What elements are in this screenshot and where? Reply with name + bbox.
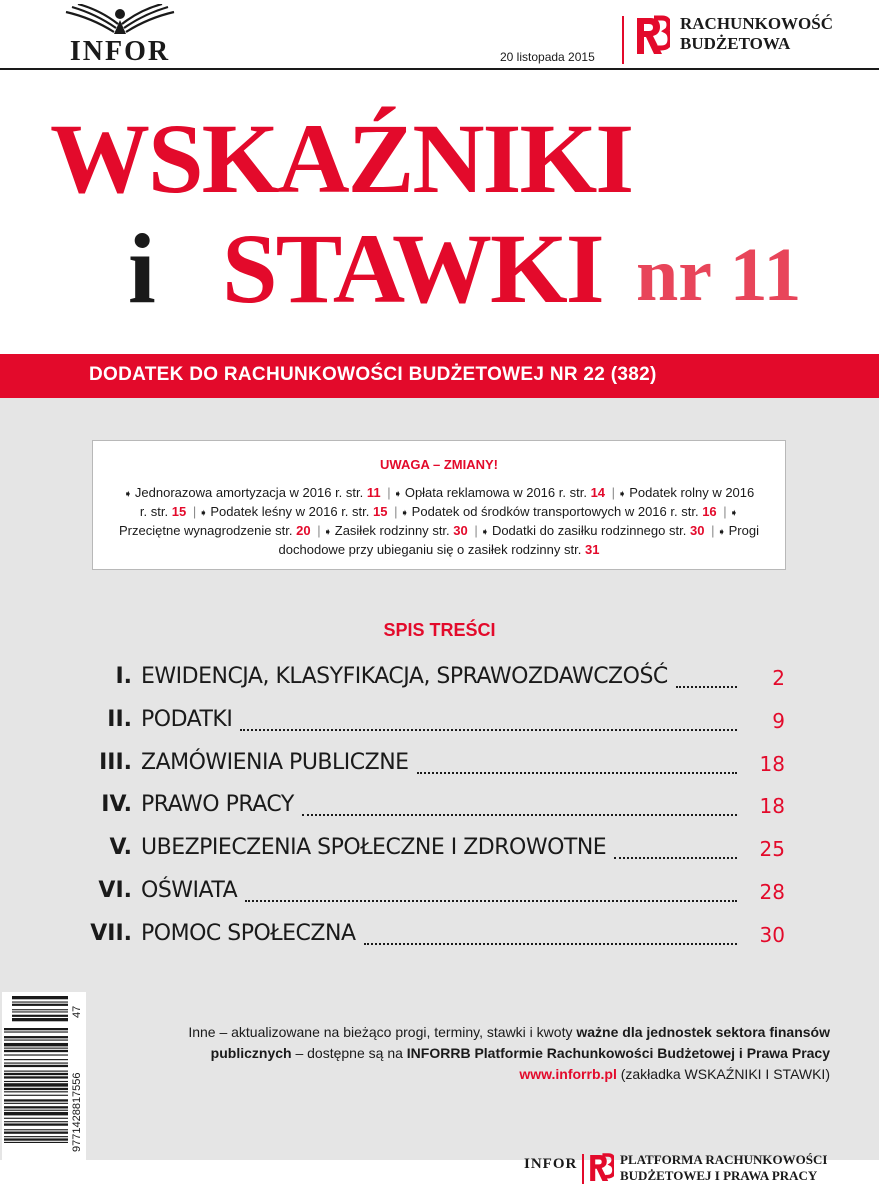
toc-leader-dots — [302, 814, 737, 816]
notice-item — [394, 485, 605, 500]
toc-row[interactable] — [0, 835, 879, 871]
barcode-bar — [4, 1142, 68, 1143]
arrow-right-icon: ➧ — [123, 489, 135, 500]
title-conjunction: i — [128, 213, 156, 324]
toc-number: V. — [109, 835, 132, 861]
toc-page-number: 30 — [759, 922, 785, 947]
changes-notice-title: UWAGA – ZMIANY! — [380, 457, 498, 472]
toc-number: II. — [107, 706, 132, 732]
toc-label: PRAWO PRACY — [141, 792, 294, 818]
toc-number: VII. — [90, 920, 132, 946]
toc-page-number: 28 — [759, 880, 785, 904]
notice-item-page: 31 — [584, 542, 600, 557]
barcode-bar — [4, 1063, 68, 1064]
footer-note — [120, 1022, 830, 1085]
barcode-addon-bar — [12, 1004, 68, 1006]
arrow-right-icon: ➧ — [199, 508, 211, 519]
rb-small-logo-icon — [588, 1152, 614, 1184]
toc-number: VI. — [98, 878, 132, 903]
barcode-bar — [4, 1106, 68, 1108]
toc-label: OŚWIATA — [141, 878, 238, 903]
footer-logos — [524, 1150, 828, 1186]
toc-row[interactable] — [0, 921, 879, 957]
arrow-right-icon: ➧ — [480, 527, 492, 538]
barcode-bar — [4, 1099, 68, 1101]
footer-text-1: Inne – aktualizowane na bieżąco progi, terminy, stawki i kwoty — [188, 1024, 577, 1040]
notice-separator: | — [474, 523, 478, 538]
rb-wordmark-line2: BUDŻETOWA — [680, 34, 791, 53]
rb-logo-icon — [634, 14, 670, 58]
rb-wordmark — [680, 14, 833, 54]
barcode-bar — [4, 1036, 68, 1038]
barcode-bar — [4, 1073, 68, 1075]
barcode-addon-bar — [12, 1018, 68, 1021]
platform-wordmark-line1: PLATFORMA RACHUNKOWOŚCI — [620, 1152, 828, 1167]
barcode-bar — [4, 1059, 68, 1060]
arrow-right-icon: ➧ — [717, 527, 729, 538]
barcode-addon: 47 — [71, 1005, 83, 1018]
barcode-bar — [4, 1088, 68, 1090]
barcode-bar — [4, 1028, 68, 1030]
infor-small-wordmark: INFOR — [524, 1156, 578, 1172]
toc-number: I. — [115, 664, 132, 689]
notice-item-str: str. — [564, 542, 582, 557]
notice-item-page: 16 — [702, 504, 717, 519]
notice-item — [324, 523, 468, 538]
platform-wordmark — [620, 1152, 827, 1184]
toc-leader-dots — [240, 729, 737, 731]
barcode-bar — [4, 1031, 68, 1032]
toc-label: EWIDENCJA, KLASYFIKACJA, SPRAWOZDAWCZOŚĆ — [141, 664, 668, 689]
notice-separator: | — [317, 523, 321, 538]
notice-item-page: 14 — [590, 485, 606, 500]
barcode-bar — [4, 1118, 68, 1119]
toc-row[interactable] — [0, 707, 879, 743]
notice-separator: | — [387, 485, 391, 500]
notice-item-text: Podatek leśny w 2016 r. — [210, 504, 349, 519]
barcode-bar — [4, 1123, 68, 1125]
notice-item-text: Zasiłek rodzinny — [334, 523, 429, 538]
issue-number: nr 11 — [636, 233, 802, 317]
notice-item — [401, 504, 717, 519]
barcode-bar — [4, 1091, 68, 1092]
footer-text-1-bold: ważne dla jednostek sektora finansów publicznych — [210, 1024, 830, 1061]
toc-label: UBEZPIECZENIA SPOŁECZNE I ZDROWOTNE — [141, 835, 607, 861]
barcode-addon-bar — [12, 996, 68, 999]
notice-separator: | — [711, 523, 715, 538]
barcode-bar — [4, 1065, 68, 1067]
barcode-bar — [4, 1050, 68, 1052]
toc-page-number: 9 — [772, 708, 785, 733]
notice-item-text: Dodatki do zasiłku rodzinnego — [491, 523, 666, 538]
notice-item-text: Podatek od środków transportowych w 2016 r. — [411, 504, 678, 519]
notice-item-str: str. — [150, 504, 169, 519]
notice-item-text: Progi dochodowe przy ubieganiu się o zasiłek rodzinny — [278, 523, 759, 557]
notice-item-str: str. — [569, 485, 587, 500]
toc-page-number: 25 — [759, 837, 785, 862]
toc-title: SPIS TREŚCI — [383, 620, 496, 640]
barcode-bar — [4, 1043, 68, 1046]
rb-wordmark-line1: RACHUNKOWOŚĆ — [680, 14, 834, 33]
notice-item-text: Podatek rolny w 2016 r. — [139, 485, 755, 519]
barcode-bar — [4, 1138, 68, 1140]
barcode-bar — [4, 1081, 68, 1082]
toc-leader-dots — [245, 900, 737, 902]
page-header — [0, 0, 879, 72]
barcode-addon-bar — [12, 1015, 68, 1017]
footer-logo-divider — [582, 1154, 584, 1184]
arrow-right-icon: ➧ — [323, 527, 335, 538]
header-rule — [0, 68, 879, 70]
notice-item-page: 20 — [296, 523, 311, 538]
notice-item-page: 30 — [689, 523, 705, 538]
title-line2: STAWKI — [222, 213, 603, 324]
changes-notice — [92, 440, 786, 570]
barcode-bar — [4, 1110, 68, 1111]
toc-row[interactable] — [0, 792, 879, 828]
arrow-right-icon: ➧ — [618, 489, 630, 500]
infor-logo — [40, 4, 200, 66]
notice-item-str: str. — [432, 523, 450, 538]
toc-label: PODATKI — [141, 706, 233, 732]
barcode-addon-bar — [12, 1002, 68, 1003]
infor-wordmark: INFOR — [69, 36, 171, 67]
barcode-bar — [4, 1083, 68, 1086]
barcode-bar — [4, 1095, 68, 1096]
notice-item-page: 15 — [373, 504, 388, 519]
supplement-band — [0, 354, 879, 398]
toc-leader-dots — [417, 772, 737, 774]
notice-item-str: str. — [345, 485, 364, 500]
arrow-right-icon: ➧ — [393, 489, 405, 500]
infor-wings-icon — [62, 4, 178, 36]
barcode-addon-bar — [12, 1009, 68, 1010]
notice-separator: | — [192, 504, 197, 519]
notice-item — [199, 504, 387, 519]
notice-separator: | — [723, 504, 727, 519]
barcode-bar — [4, 1112, 68, 1115]
barcode-bar — [4, 1048, 68, 1049]
barcode-addon-bar — [12, 1011, 68, 1012]
notice-separator: | — [394, 504, 398, 519]
notice-item-text: Jednorazowa amortyzacja w 2016 r. — [134, 485, 343, 500]
toc-leader-dots — [364, 943, 737, 945]
notice-item-page: 11 — [366, 485, 381, 500]
barcode-bar — [4, 1040, 68, 1041]
barcode-bar — [4, 1071, 68, 1072]
title-line1: WSKAŹNIKI — [50, 103, 633, 214]
notice-item-str: str. — [352, 504, 370, 519]
notice-item-text: Opłata reklamowa w 2016 r. — [404, 485, 566, 500]
notice-item — [481, 523, 705, 538]
toc-page-number: 18 — [759, 751, 785, 776]
notice-item-str: str. — [275, 523, 293, 538]
toc-leader-dots — [676, 686, 737, 688]
toc-leader-dots — [614, 857, 737, 859]
logo-divider — [622, 16, 624, 64]
toc-page-number: 18 — [759, 794, 785, 819]
footer-text-2: – dostępne są na — [291, 1045, 407, 1061]
arrow-right-icon: ➧ — [400, 508, 412, 519]
footer-text-3: (zakładka WSKAŹNIKI I STAWKI) — [616, 1066, 830, 1082]
notice-item — [124, 485, 381, 500]
inforrb-link[interactable]: www.inforrb.pl — [519, 1066, 617, 1082]
issue-date: 20 listopada 2015 — [500, 50, 595, 64]
platform-wordmark-line2: BUDŻETOWEJ I PRAWA PRACY — [620, 1168, 818, 1183]
toc-number: IV. — [101, 792, 132, 818]
notice-item-str: str. — [669, 523, 687, 538]
toc-row[interactable] — [0, 878, 879, 914]
toc-page-number: 2 — [772, 666, 785, 690]
toc-row[interactable] — [0, 664, 879, 700]
barcode-bar — [4, 1121, 68, 1122]
notice-item-text: Przeciętne wynagrodzenie — [119, 523, 272, 538]
supplement-band-text: DODATEK DO RACHUNKOWOŚCI BUDŻETOWEJ NR 22 (382) — [89, 364, 657, 385]
arrow-right-icon: ➧ — [729, 508, 739, 519]
barcode — [2, 992, 86, 1160]
toc-row[interactable] — [0, 750, 879, 786]
barcode-bar — [4, 1054, 68, 1055]
barcode-bar — [4, 1129, 68, 1130]
barcode-bar — [4, 1103, 68, 1104]
toc-label: POMOC SPOŁECZNA — [141, 920, 356, 946]
notice-separator: | — [611, 485, 616, 500]
notice-item-page: 15 — [171, 504, 187, 519]
barcode-bar — [4, 1136, 68, 1137]
barcode-bar — [4, 1132, 68, 1134]
footer-text-2-bold: INFORRB Platformie Rachunkowości Budżetowej i Prawa Pracy — [406, 1045, 830, 1061]
barcode-digits: 9771428817556 — [71, 1072, 83, 1152]
notice-item-page: 30 — [453, 523, 468, 538]
barcode-bar — [4, 1076, 68, 1078]
toc-number: III. — [99, 749, 132, 775]
changes-notice-body — [119, 484, 759, 558]
toc-label: ZAMÓWIENIA PUBLICZNE — [141, 749, 409, 775]
notice-item-str: str. — [681, 504, 699, 519]
